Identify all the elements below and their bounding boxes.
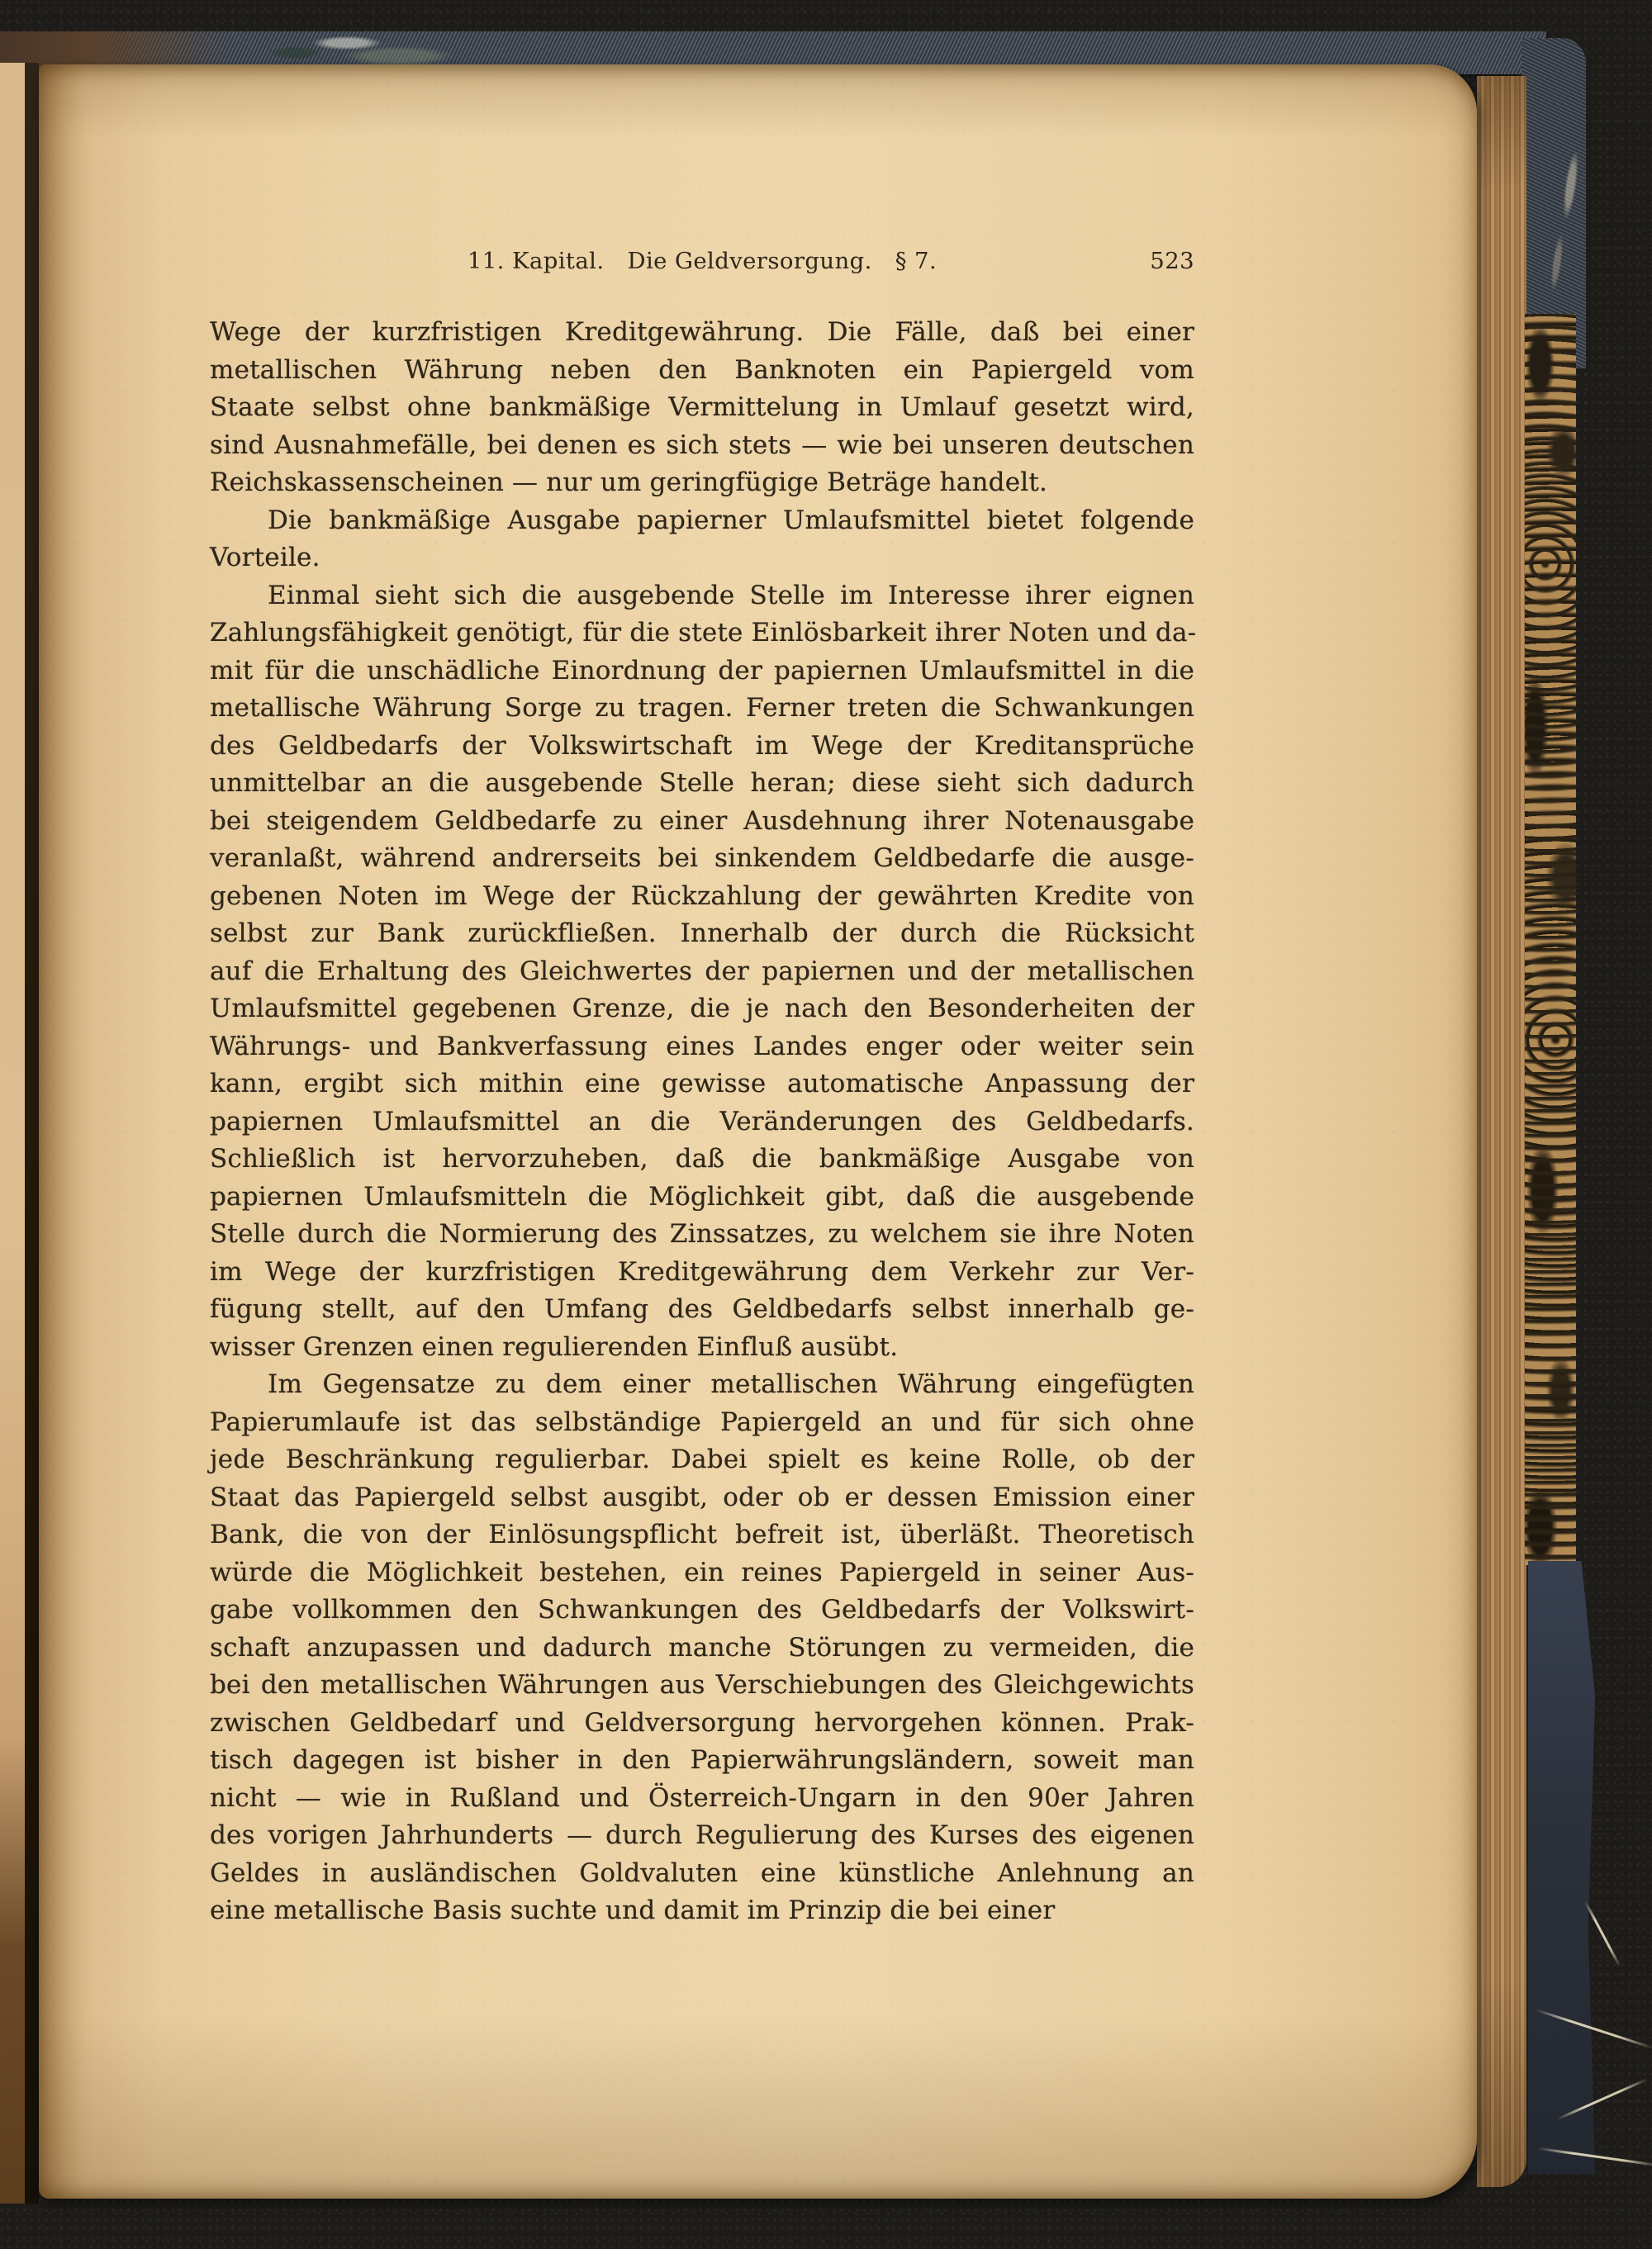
text-line: Schließlich ist hervorzuheben, daß die bankmäßige Ausgabe von (210, 1144, 1194, 1174)
body-text (210, 314, 1197, 1930)
text-line: selbst zur Bank zurückfließen. Innerhalb der durch die Rücksicht (210, 918, 1194, 948)
text-line: mit für die unschädliche Einordnung der papiernen Umlaufsmittel in die (210, 655, 1194, 686)
chapter-title: Die Geldversorgung. (627, 248, 872, 274)
text-line: jede Beschränkung regulierbar. Dabei spielt es keine Rolle, ob der (210, 1445, 1194, 1474)
text-line: papiernen Umlaufsmitteln die Möglichkeit gibt, daß die ausgebende (210, 1181, 1194, 1212)
page-number: 523 (1150, 248, 1194, 274)
text-line: kann, ergibt sich mithin eine gewisse automatische Anpassung der (210, 1069, 1194, 1098)
text-line: auf die Erhaltung des Gleichwertes der papiernen und der metallischen (210, 956, 1194, 986)
page-block-fore-edge (1477, 76, 1526, 2187)
text-line: papiernen Umlaufsmittel an die Veränderungen des Geldbedarfs. (210, 1106, 1194, 1136)
text-line: Geldes in ausländischen Goldvaluten eine künstliche Anlehnung an (210, 1858, 1194, 1888)
text-line: fügung stellt, auf den Umfang des Geldbedarfs selbst innerhalb ge- (210, 1294, 1194, 1324)
text-line: Stelle durch die Normierung des Zinssatzes, zu welchem sie ihre Noten (210, 1219, 1194, 1249)
text-line: Die bankmäßige Ausgabe papierner Umlaufsmittel bietet folgende (268, 505, 1194, 535)
text-line: bei steigendem Geldbedarfe zu einer Ausdehnung ihrer Notenausgabe (210, 805, 1194, 836)
text-line: wisser Grenzen einen regulierenden Einfluß ausübt. (210, 1331, 899, 1362)
running-header (210, 248, 1194, 281)
text-line: schaft anzupassen und dadurch manche Störungen zu vermeiden, die (210, 1632, 1194, 1663)
text-line: gabe vollkommen den Schwankungen des Geldbedarfs der Volkswirt- (210, 1595, 1194, 1625)
section-label: § 7. (895, 248, 938, 274)
text-line: Umlaufsmittel gegebenen Grenze, die je nach den Besonderheiten der (210, 994, 1194, 1023)
text-line: Wege der kurzfristigen Kreditgewährung. Die Fälle, daß bei einer (210, 317, 1194, 347)
marbled-endpaper (1525, 314, 1576, 1565)
text-line: tisch dagegen ist bisher in den Papierwährungsländern, soweit man (210, 1745, 1194, 1775)
text-line: im Wege der kurzfristigen Kreditgewährung dem Verkehr zur Ver- (210, 1256, 1194, 1287)
text-line: Im Gegensatze zu dem einer metallischen Währung eingefügten (268, 1369, 1194, 1399)
cover-scuff-mark (264, 33, 471, 66)
text-line: des Geldbedarfs der Volkswirtschaft im Wege der Kreditansprüche (210, 730, 1194, 761)
text-line: sind Ausnahmefälle, bei denen es sich stets — wie bei unseren deutschen (210, 429, 1194, 460)
text-line: metallischen Währung neben den Banknoten ein Papiergeld vom (210, 354, 1194, 385)
book-page (39, 64, 1477, 2199)
text-line: Einmal sieht sich die ausgebende Stelle im Interesse ihrer eignen (268, 580, 1194, 610)
text-line: metallische Währung Sorge zu tragen. Ferner treten die Schwankungen (210, 693, 1194, 723)
text-line: unmittelbar an die ausgebende Stelle heran; diese sieht sich dadurch (210, 768, 1194, 798)
text-line: veranlaßt, während andrerseits bei sinkendem Geldbedarfe die ausge- (210, 843, 1194, 873)
frayed-cloth-patch (1540, 145, 1590, 304)
gutter-gap-shadow (25, 63, 39, 2204)
text-line: zwischen Geldbedarf und Geldversorgung hervorgehen können. Prak- (210, 1707, 1194, 1738)
text-line: eine metallische Basis suchte und damit im Prinzip die bei einer (210, 1896, 1056, 1925)
text-line: würde die Möglichkeit bestehen, ein reines Papiergeld in seiner Aus- (210, 1557, 1194, 1587)
text-line: Staate selbst ohne bankmäßige Vermittelung in Umlauf gesetzt wird, (210, 392, 1194, 422)
chapter-label: 11. Kapital. (467, 248, 605, 274)
frayed-thread (1584, 1900, 1621, 1967)
text-line: gebenen Noten im Wege der Rückzahlung der gewährten Kredite von (210, 880, 1194, 911)
text-line: Zahlungsfähigkeit genötigt, für die stete Einlösbarkeit ihrer Noten und da- (210, 618, 1197, 648)
text-line: nicht — wie in Rußland und Österreich-Ungarn in den 90er Jahren (210, 1782, 1194, 1813)
underlying-page-edge (0, 63, 25, 2204)
cover-cloth-inner (1528, 1561, 1614, 2174)
text-line: des vorigen Jahrhunderts — durch Regulierung des Kurses des eigenen (210, 1820, 1194, 1850)
text-line: Bank, die von der Einlösungspflicht befreit ist, überläßt. Theoretisch (210, 1520, 1194, 1549)
chapter-heading (210, 248, 1194, 274)
text-line: Papierumlaufe ist das selbständige Papiergeld an und für sich ohne (210, 1407, 1194, 1437)
text-line: Reichskassenscheinen — nur um geringfügige Beträge handelt. (210, 467, 1048, 497)
text-line: bei den metallischen Währungen aus Verschiebungen des Gleichgewichts (210, 1670, 1194, 1700)
text-line: Währungs- und Bankverfassung eines Landes enger oder weiter sein (210, 1031, 1194, 1061)
text-line: Vorteile. (210, 543, 320, 572)
text-line: Staat das Papiergeld selbst ausgibt, oder ob er dessen Emission einer (210, 1482, 1194, 1512)
